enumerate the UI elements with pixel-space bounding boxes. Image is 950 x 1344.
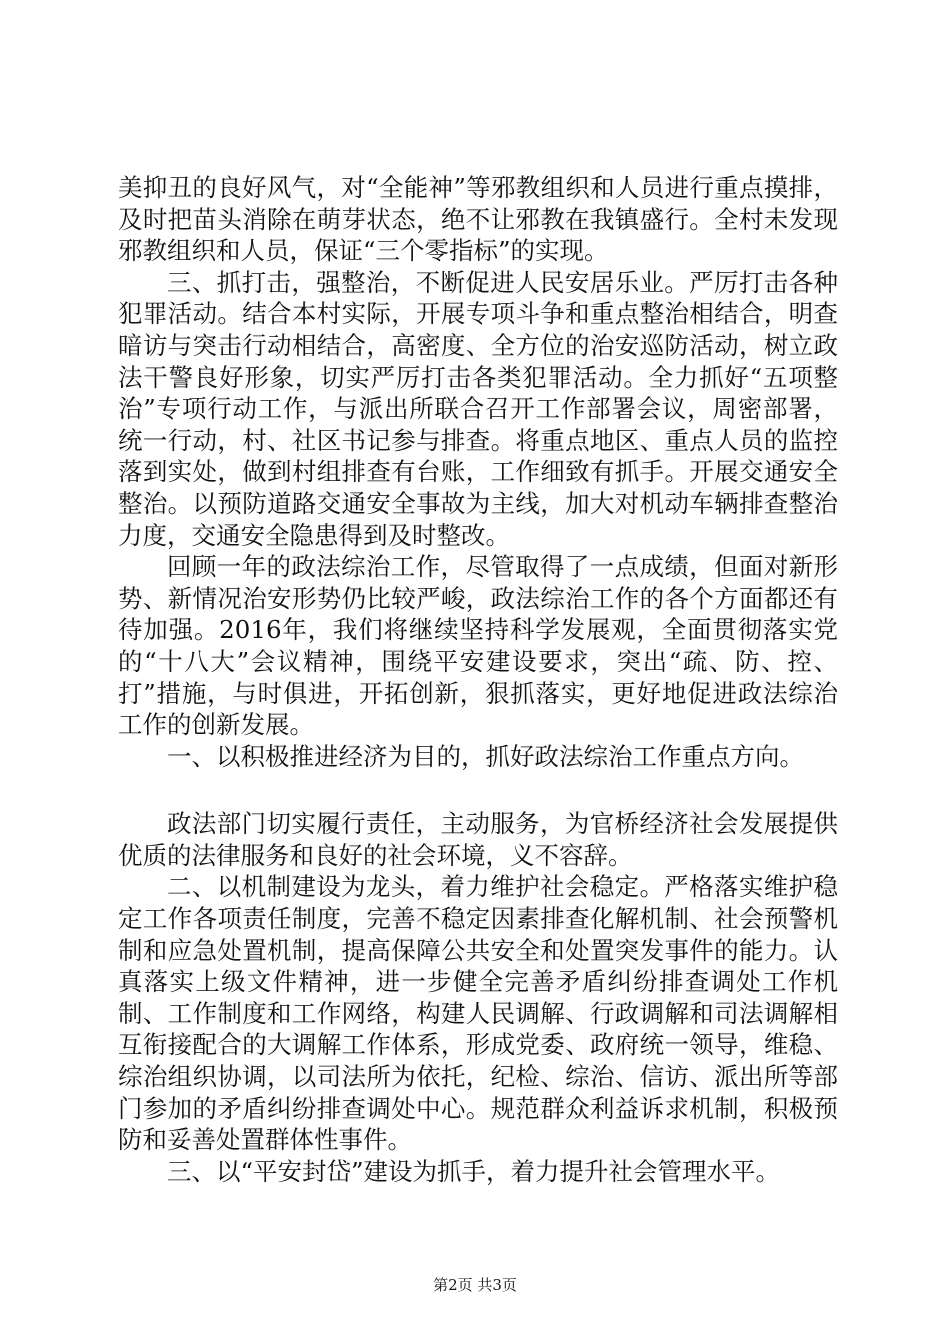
page-number-footer: 第2页 共3页: [433, 1276, 517, 1294]
paragraph-plan-two: 二、以机制建设为龙头，着力维护社会稳定。严格落实维护稳定工作各项责任制度，完善不稳定因素排查化解机制、社会预警机制和应急处置机制，提高保障公共安全和处置突发事件的能力。认真落实上级文件精神，进一步健全完善矛盾纠纷排查调处工作机制、工作制度和工作网络，构建人民调解、行政调解和司法调解相互衔接配合的大调解工作体系，形成党委、政府统一领导，维稳、综治组织协调，以司法所为依托，纪检、综治、信访、派出所等部门参加的矛盾纠纷排查调处中心。规范群众利益诉求机制，积极预防和妥善处置群体性事件。: [118, 872, 838, 1155]
document-body: [118, 172, 838, 1187]
paragraph-plan-three-heading: 三、以“平安封岱”建设为抓手，着力提升社会管理水平。: [167, 1156, 781, 1186]
paragraph-continuation: 美抑丑的良好风气，对“全能神”等邪教组织和人员进行重点摸排，及时把苗头消除在萌芽状态，绝不让邪教在我镇盛行。全村未发现邪教组织和人员，保证“三个零指标”的实现。: [118, 173, 838, 266]
paragraph-review: 回顾一年的政法综治工作，尽管取得了一点成绩，但面对新形势、新情况治安形势仍比较严峻，政法综治工作的各个方面都还有待加强。2016年，我们将继续坚持科学发展观，全面贯彻落实党的“十八大”会议精神，围绕平安建设要求，突出“疏、防、控、打”措施，与时俱进，开拓创新，狠抓落实，更好地促进政法综治工作的创新发展。: [118, 552, 838, 740]
paragraph-plan-one-heading: 一、以积极推进经济为目的，抓好政法综治工作重点方向。: [167, 741, 804, 771]
paragraph-section-three: 三、抓打击，强整治，不断促进人民安居乐业。严厉打击各种犯罪活动。结合本村实际，开展专项斗争和重点整治相结合，明查暗访与突击行动相结合，高密度、全方位的治安巡防活动，树立政法干警良好形象，切实严厉打击各类犯罪活动。全力抓好“五项整治”专项行动工作，与派出所联合召开工作部署会议，周密部署，统一行动，村、社区书记参与排查。将重点地区、重点人员的监控落到实处，做到村组排查有台账，工作细致有抓手。开展交通安全整治。以预防道路交通安全事故为主线，加大对机动车辆排查整治力度，交通安全隐患得到及时整改。: [118, 267, 838, 550]
paragraph-plan-one-body: 政法部门切实履行责任，主动服务，为官桥经济社会发展提供优质的法律服务和良好的社会环境，义不容辞。: [118, 809, 838, 870]
